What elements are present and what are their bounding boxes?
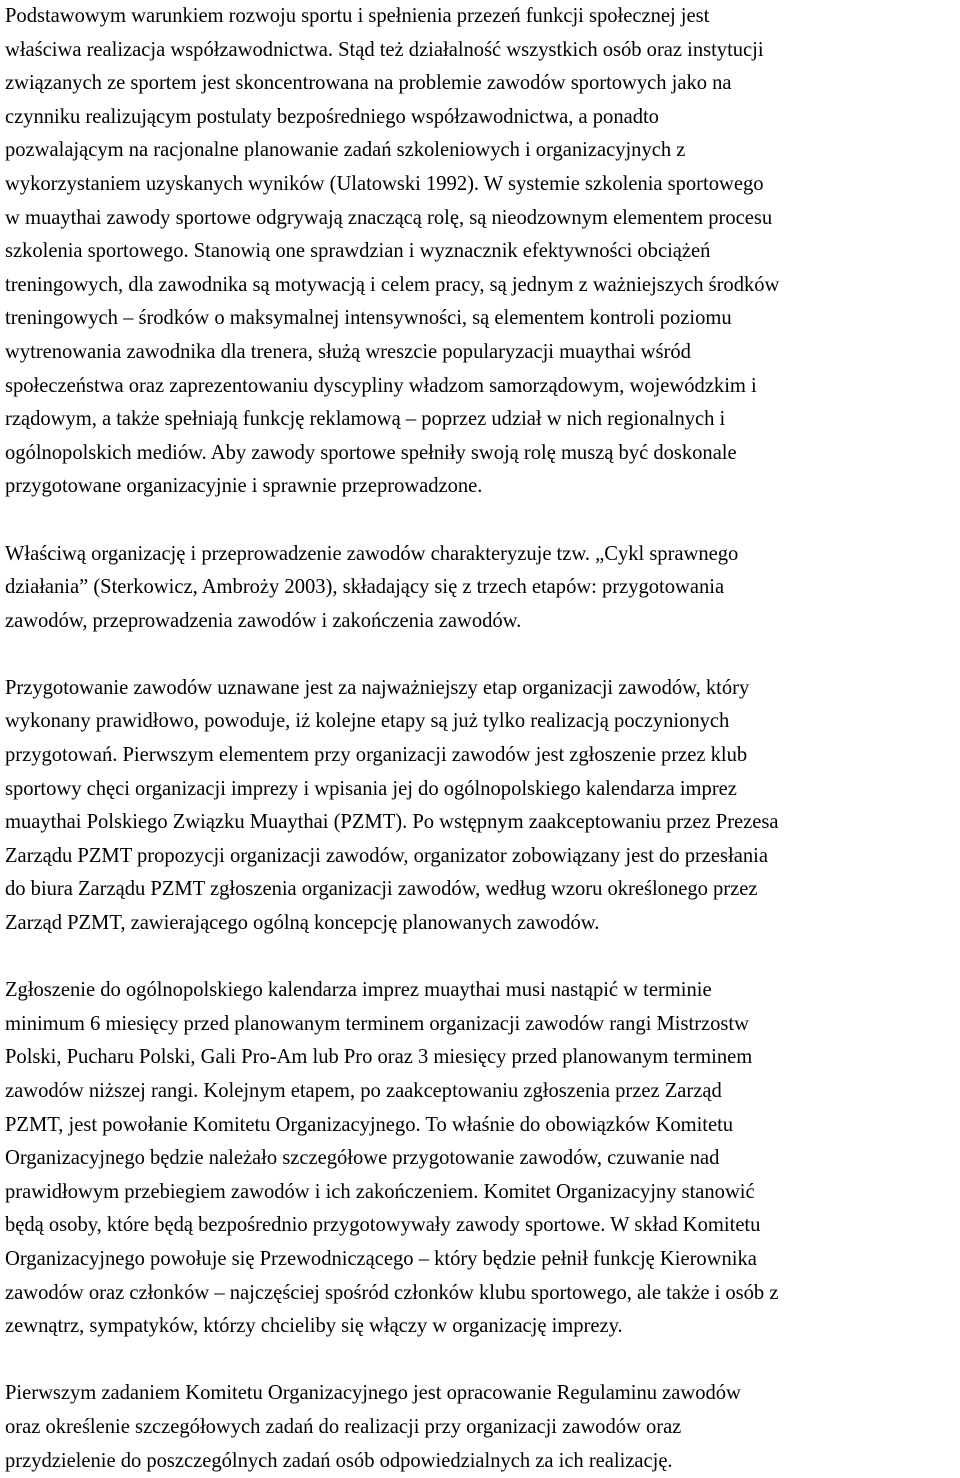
text-line: pozwalającym na racjonalne planowanie zadań szkoleniowych i organizacyjnych z [5,139,686,162]
text-line: właściwa realizacja współzawodnictwa. Stąd też działalność wszystkich osób oraz instytucji [5,38,764,61]
text-line: wykorzystaniem uzyskanych wyników (Ulatowski 1992). W systemie szkolenia sportowego [5,172,764,195]
text-line: czynniku realizującym postulaty bezpośredniego współzawodnictwa, a ponadto [5,105,659,128]
text-line: do biura Zarządu PZMT zgłoszenia organizacji zawodów, według wzoru określonego przez [5,878,758,901]
text-line: Pierwszym zadaniem Komitetu Organizacyjnego jest opracowanie Regulaminu zawodów [5,1382,741,1405]
text-line: oraz określenie szczegółowych zadań do realizacji przy organizacji zawodów oraz [5,1415,682,1438]
text-line: Organizacyjnego będzie należało szczegółowe przygotowanie zawodów, czuwanie nad [5,1147,720,1170]
text-line: rządowym, a także spełniają funkcję reklamową – poprzez udział w nich regionalnych i [5,408,726,431]
paragraph-3 [5,672,957,941]
text-line: związanych ze sportem jest skoncentrowana na problemie zawodów sportowych jako na [5,72,732,95]
text-line: ogólnopolskich mediów. Aby zawody sportowe spełniły swoją rolę muszą być doskonale [5,441,737,464]
text-line: zawodów, przeprowadzenia zawodów i zakończenia zawodów. [5,609,522,632]
paragraph-spacer [5,638,957,672]
text-line: Zgłoszenie do ogólnopolskiego kalendarza imprez muaythai musi nastąpić w terminie [5,979,712,1002]
text-line: prawidłowym przebiegiem zawodów i ich zakończeniem. Komitet Organizacyjny stanowić [5,1180,755,1203]
text-line: minimum 6 miesięcy przed planowanym terminem organizacji zawodów rangi Mistrzostw [5,1012,749,1035]
text-line: muaythai Polskiego Związku Muaythai (PZMT). Po wstępnym zaakceptowaniu przez Prezesa [5,811,779,834]
text-line: sportowy chęci organizacji imprezy i wpisania jej do ogólnopolskiego kalendarza imprez [5,777,737,800]
text-line: będą osoby, które będą bezpośrednio przygotowywały zawody sportowe. W skład Komitetu [5,1214,761,1237]
text-line: wykonany prawidłowo, powoduje, iż kolejne etapy są już tylko realizacją poczynionych [5,710,730,733]
paragraph-5 [5,1377,957,1478]
text-line: Podstawowym warunkiem rozwoju sportu i spełnienia przezeń funkcji społecznej jest [5,5,710,27]
text-line: zawodów oraz członków – najczęściej spośród członków klubu sportowego, ale także i osób z [5,1281,779,1304]
text-line: zawodów niższej rangi. Kolejnym etapem, po zaakceptowaniu zgłoszenia przez Zarząd [5,1080,722,1102]
paragraph-4 [5,974,957,1344]
text-line: Zarząd PZMT, zawierającego ogólną koncepcję planowanych zawodów. [5,912,600,935]
paragraph-spacer [5,941,957,975]
text-line: przygotowane organizacyjnie i sprawnie przeprowadzone. [5,475,483,498]
text-line: Organizacyjnego powołuje się Przewodniczącego – który będzie pełnił funkcję Kierownika [5,1247,757,1270]
text-line: Polski, Pucharu Polski, Gali Pro-Am lub Pro oraz 3 miesięcy przed planowanym terminem [5,1046,753,1069]
text-line: społeczeństwa oraz zaprezentowaniu dyscypliny władzom samorządowym, wojewódzkim i [5,374,757,397]
text-line: przydzielenie do poszczególnych zadań osób odpowiedzialnych za ich realizację. [5,1449,673,1472]
text-line: przygotowań. Pierwszym elementem przy organizacji zawodów jest zgłoszenie przez klub [5,744,748,767]
text-line: Właściwą organizację i przeprowadzenie zawodów charakteryzuje tzw. „Cykl sprawnego [5,542,739,565]
text-line: działania” (Sterkowicz, Ambroży 2003), składający się z trzech etapów: przygotowania [5,576,725,599]
paragraph-1 [5,0,957,504]
document-page [5,0,957,1478]
text-line: szkolenia sportowego. Stanowią one sprawdzian i wyznacznik efektywności obciążeń [5,240,711,263]
paragraph-spacer [5,1344,957,1378]
text-line: w muaythai zawody sportowe odgrywają znaczącą rolę, są nieodzownym elementem procesu [5,206,773,229]
text-line: wytrenowania zawodnika dla trenera, służą wreszcie popularyzacji muaythai wśród [5,340,691,363]
text-line: Zarządu PZMT propozycji organizacji zawodów, organizator zobowiązany jest do przesłania [5,844,768,867]
paragraph-2 [5,538,957,639]
text-line: treningowych, dla zawodnika są motywacją i celem pracy, są jednym z ważniejszych środków [5,273,780,296]
paragraph-spacer [5,504,957,538]
text-line: zewnątrz, sympatyków, którzy chcieliby się włączy w organizację imprezy. [5,1315,623,1338]
text-line: treningowych – środków o maksymalnej intensywności, są elementem kontroli poziomu [5,307,732,330]
text-line: Przygotowanie zawodów uznawane jest za najważniejszy etap organizacji zawodów, który [5,676,750,699]
text-line: PZMT, jest powołanie Komitetu Organizacyjnego. To właśnie do obowiązków Komitetu [5,1113,734,1136]
